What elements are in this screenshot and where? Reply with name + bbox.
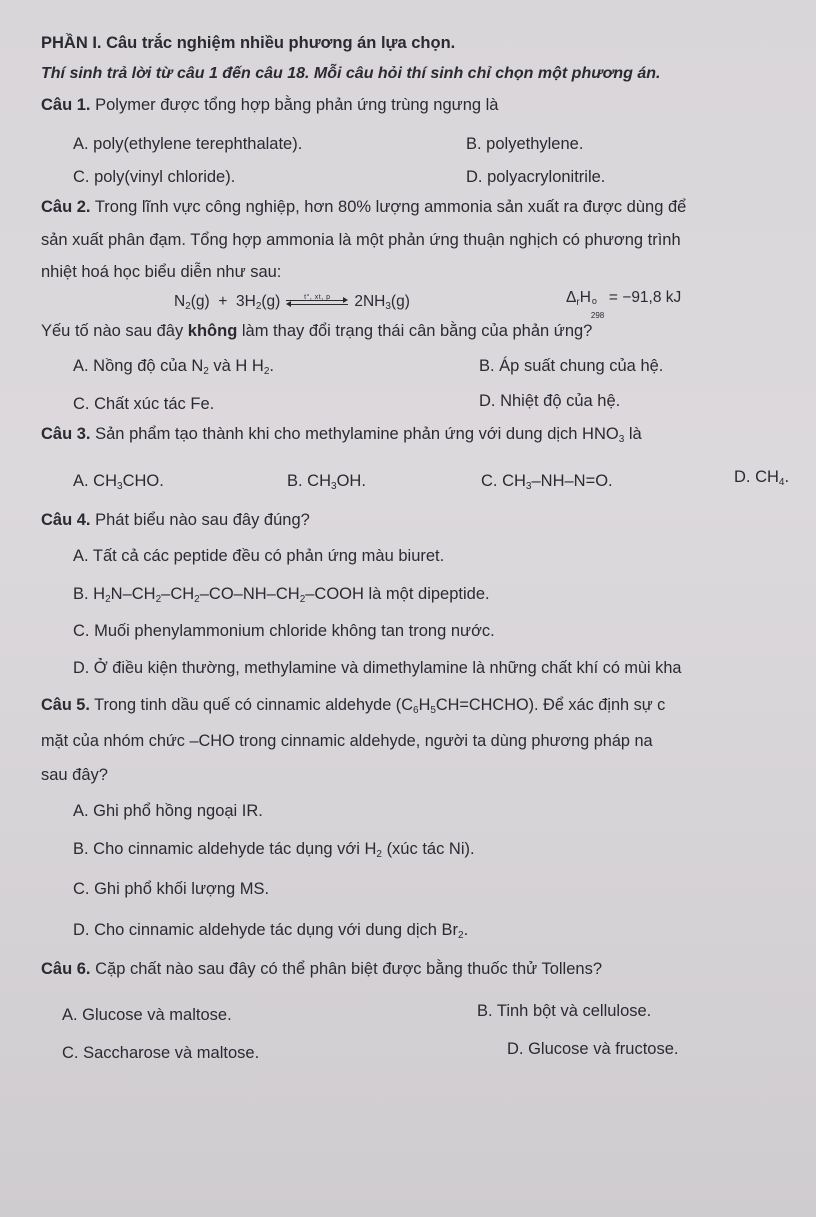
question-6-label: Câu 6. [41, 960, 91, 978]
question-5-option-a: A. Ghi phổ hồng ngoại IR. [73, 802, 263, 820]
question-2-stem-line-1 [41, 196, 686, 218]
question-5-option-b-pre: B. Cho cinnamic aldehyde tác dụng với H [73, 840, 377, 858]
question-2-question [41, 320, 592, 342]
question-4-text: Phát biểu nào sau đây đúng? [95, 511, 310, 529]
question-2-question-emphasis: không [187, 322, 238, 340]
question-3-option-a: A. $CH_3CHO$. [73, 472, 164, 492]
question-1-option-a: A. poly(ethylene terephthalate). [73, 135, 303, 153]
question-2-option-a-mid: và H [213, 357, 248, 375]
enthalpy-value: = −91,8 kJ [608, 289, 682, 306]
question-2-option-a-pre: A. Nồng độ của N [73, 357, 204, 375]
question-2-text-1: Trong lĩnh vực công nghiệp, hơn 80% lượng ammonia sản xuất ra được dùng để [94, 198, 687, 216]
question-5-stem-line-3: sau đây? [41, 766, 108, 784]
question-1-text: Polymer được tổng hợp bằng phản ứng trùng ngưng là [95, 96, 499, 114]
question-5-option-c: C. Ghi phổ khối lượng MS. [73, 880, 270, 898]
question-3-option-d-pre: D. CH [734, 468, 779, 486]
question-6-stem [41, 958, 602, 980]
question-6-option-a: A. Glucose và maltose. [62, 1006, 232, 1024]
question-1-option-c: C. poly(vinyl chloride). [73, 168, 236, 186]
question-2-stem-line-2: sản xuất phân đạm. Tổng hợp ammonia là một phản ứng thuận nghịch có phương trình [41, 231, 681, 249]
question-3-label: Câu 3. [41, 425, 91, 443]
question-5-label: Câu 5. [41, 696, 90, 714]
question-2-question-post: làm thay đổi trạng thái cân bằng của phản ứng? [241, 322, 593, 340]
question-3-option-c-pre: C. CH [481, 472, 526, 490]
section-instruction: Thí sinh trả lời từ câu 1 đến câu 18. Mỗi câu hỏi thí sinh chỉ chọn một phương án. [41, 65, 661, 82]
question-5-option-b: B. Cho cinnamic aldehyde tác dụng với $H_2$ (xúc tác Ni). [73, 840, 475, 860]
equilibrium-equation: $N_2(g) + 3H_2(g)$ t°, xt, p $2NH_3(g)$ [174, 291, 410, 313]
reaction-enthalpy: $\Delta_rH$ o 298 = −91,8 kJ [566, 289, 682, 320]
question-2-stem-line-3: nhiệt hoá học biểu diễn như sau: [41, 263, 282, 281]
question-3-option-b-post: OH. [336, 472, 366, 490]
question-3-stem: Câu 3. Sản phẩm tạo thành khi cho methylamine phản ứng với dung dịch $HNO_3$ là [41, 425, 642, 445]
question-5-option-b-post: (xúc tác Ni). [386, 840, 475, 858]
question-2-option-b: B. Áp suất chung của hệ. [479, 357, 664, 375]
question-3-option-b-pre: B. CH [287, 472, 332, 490]
question-5-text-1-pre: Trong tinh dầu quế có cinnamic aldehyde (C [94, 696, 413, 714]
question-6-option-b: B. Tinh bột và cellulose. [477, 1002, 652, 1020]
question-3-option-c-post: –NH–N=O. [531, 472, 613, 490]
question-2-label: Câu 2. [41, 198, 91, 216]
question-4-stem [41, 509, 310, 531]
question-4-option-b: B. $H_2N-CH_2-CH_2-CO-NH-CH_2$–COOH là một dipeptide. [73, 585, 490, 605]
question-4-option-a: A. Tất cả các peptide đều có phản ứng màu biuret. [73, 547, 445, 565]
question-3-text-end: là [628, 425, 642, 443]
section-title: PHẦN I. Câu trắc nghiệm nhiều phương án lựa chọn. [41, 34, 456, 52]
question-5-text-1-post: CH=CHCHO). Để xác định sự c [435, 696, 666, 714]
question-5-stem-line-1: Câu 5. Trong tinh dầu quế có cinnamic aldehyde $(C_6H_5CH=CHCHO)$. Để xác định sự c [41, 696, 666, 716]
question-4-label: Câu 4. [41, 511, 91, 529]
question-4-option-c: C. Muối phenylammonium chloride không tan trong nước. [73, 622, 495, 640]
question-6-option-c: C. Saccharose và maltose. [62, 1044, 260, 1062]
question-3-option-a-pre: A. CH [73, 472, 118, 490]
question-1-option-d: D. polyacrylonitrile. [466, 168, 606, 186]
question-2-question-pre: Yếu tố nào sau đây [41, 322, 184, 340]
question-2-option-a: A. Nồng độ của $N_2$ và H $H_2$. [73, 357, 274, 377]
question-4-option-d: D. Ở điều kiện thường, methylamine và dimethylamine là những chất khí có mùi kha [73, 659, 682, 677]
question-1-option-b: B. polyethylene. [466, 135, 584, 153]
question-4-option-b-tail: –COOH là một dipeptide. [305, 585, 490, 603]
question-3-option-b: B. $CH_3OH$. [287, 472, 366, 492]
question-3-option-c: C. $CH_3-NH-N=O$. [481, 472, 613, 492]
question-5-option-d: D. Cho cinnamic aldehyde tác dụng với dung dịch $Br_2$. [73, 921, 469, 941]
question-1-label: Câu 1. [41, 96, 91, 114]
question-6-text: Cặp chất nào sau đây có thể phân biệt được bằng thuốc thử Tollens? [95, 960, 602, 978]
question-3-text: Sản phẩm tạo thành khi cho methylamine phản ứng với dung dịch HNO [95, 425, 619, 443]
question-5-stem-line-2: mặt của nhóm chức –CHO trong cinnamic aldehyde, người ta dùng phương pháp na [41, 732, 653, 750]
question-3-option-d: D. $CH_4$. [734, 468, 790, 488]
reaction-conditions: t°, xt, p [304, 293, 331, 301]
question-5-option-d-pre: D. Cho cinnamic aldehyde tác dụng với dung dịch Br [73, 921, 459, 939]
question-2-option-c: C. Chất xúc tác Fe. [73, 395, 215, 413]
reversible-arrow-icon [286, 295, 348, 309]
question-1-stem [41, 94, 499, 116]
question-3-option-a-post: CHO. [122, 472, 164, 490]
question-6-option-d: D. Glucose và fructose. [507, 1040, 679, 1058]
question-2-option-d: D. Nhiệt độ của hệ. [479, 392, 621, 410]
